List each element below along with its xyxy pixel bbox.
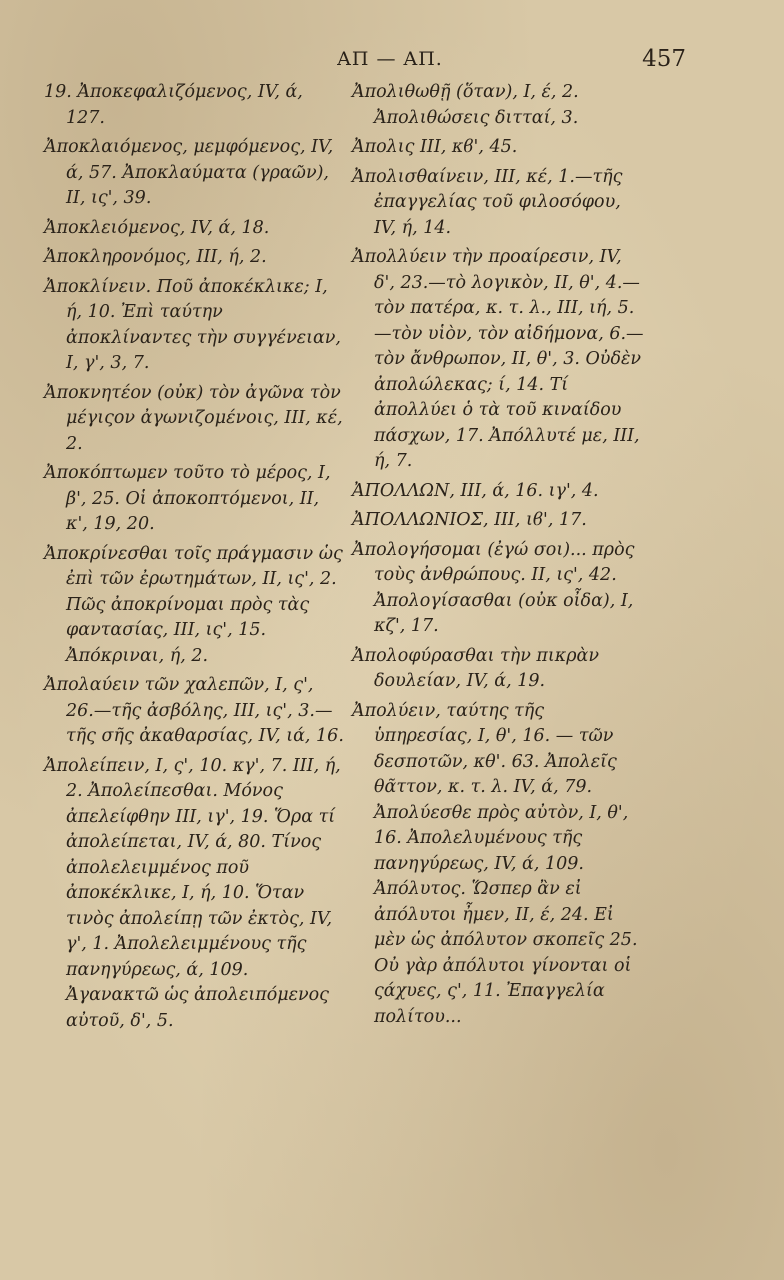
index-entry: Ἀπολαύειν τῶν χαλεπῶν, I, ς', 26.—τῆς ἀσβόλης, III, ις', 3.—τῆς σῆς ἀκαθαρσίας, IV, ιά, 16. xyxy=(44,675,344,746)
index-entry: Ἀπολισθαίνειν, III, κέ, 1.—τῆς ἐπαγγελίας τοῦ φιλοσόφου, IV, ή, 14. xyxy=(352,166,623,238)
index-entry: Ἀποκλίνειν. Ποῦ ἀποκέκλικε; I, ή, 10. Ἐπὶ ταύτην ἀποκλίναντες τὴν συγγένειαν, I, γ', 3, 7. xyxy=(44,276,341,373)
page-header xyxy=(40,48,740,80)
page-number: 457 xyxy=(642,46,686,72)
index-entry: Ἀποκνητέον (οὐκ) τὸν ἀγῶνα τὸν μέγιςον ἀγωνιζομένοις, III, κέ, 2. xyxy=(44,382,343,454)
index-entry: Ἀποκλαιόμενος, μεμφόμενος, IV, ά, 57. Ἀποκλαύματα (γραῶν), II, ις', 39. xyxy=(44,137,334,208)
index-entry: ἈΠΟΛΛΩΝΙΟΣ, III, ιϐ', 17. xyxy=(352,510,587,530)
index-entry: 19. Ἀποκεφαλιζόμενος, IV, ά, 127. xyxy=(44,82,303,128)
index-entry: Ἀπολογήσομαι (ἐγώ σοι)... πρὸς τοὺς ἀνθρώπους. II, ις', 42. Ἀπολογίσασθαι (οὐκ οἶδα), I, κζ', 17. xyxy=(352,539,635,636)
index-entry: Ἀπολοφύρασθαι τὴν πικρὰν δουλείαν, IV, ά, 19. xyxy=(352,645,599,691)
index-entry: Ἀποκρίνεσθαι τοῖς πράγμασιν ὡς ἐπὶ τῶν ἐρωτημάτων, II, ις', 2. Πῶς ἀποκρίνομαι πρὸς τὰς φαντασίας, III, ις', 15. Ἀπόκριναι, ή, 2. xyxy=(44,543,343,666)
index-entry: Ἀπολιθωθῇ (ὅταν), I, έ, 2. Ἀπολιθώσεις διτταί, 3. xyxy=(352,82,579,128)
running-head: ΑΠ — ΑΠ. xyxy=(337,48,443,70)
index-entry: Ἀποκλειόμενος, IV, ά, 18. xyxy=(44,217,270,238)
index-entry: Ἀποκόπτωμεν τοῦτο τὸ μέρος, I, β', 25. Οἱ ἀποκοπτόμενοι, II, κ', 19, 20. xyxy=(44,463,331,534)
index-entry: Ἀπολείπειν, I, ς', 10. κγ', 7. III, ή, 2. Ἀπολείπεσθαι. Μόνος ἀπελείφθην III, ιγ', 19. Ὅρα τί ἀπολείπεται, IV, ά, 80. Τίνος ἀπολελειμμένος ποῦ ἀποκέκλικε, I, ή, 10. Ὅταν τινὸς ἀπολείπῃ τῶν ἐκτὸς, IV, γ', 1. Ἀπολελειμμένους τῆς πανηγύρεως, ά, 109. Ἀγανακτῶ ὡς ἀπολειπόμενος αὐτοῦ, δ', 5. xyxy=(44,755,341,1031)
left-column xyxy=(44,80,344,1038)
index-entry: Ἀποκληρονόμος, III, ή, 2. xyxy=(44,247,267,267)
right-column xyxy=(352,80,646,1034)
index-entry: Ἀπολύειν, ταύτης τῆς ὑπηρεσίας, I, θ', 16. — τῶν δεσποτῶν, κθ'. 63. Ἀπολεῖς θᾶττον, κ. τ. λ. IV, ά, 79. Ἀπολύεσθε πρὸς αὐτὸν, I, θ', 16. Ἀπολελυμένους τῆς πανηγύρεως, IV, ά, 109. Ἀπόλυτος. Ὥσπερ ἂν εἰ ἀπόλυτοι ἦμεν, II, έ, 24. Εἰ μὲν ὡς ἀπόλυτον σκοπεῖς 25. Οὐ γὰρ ἀπόλυτοι γίνονται οἱ ςάχυες, ς', 11. Ἐπαγγελία πολίτου... xyxy=(352,700,638,1027)
index-entry: Ἀπολις III, κϐ', 45. xyxy=(352,137,518,157)
index-entry: Ἀπολλύειν τὴν προαίρεσιν, IV, δ', 23.—τὸ λογικὸν, II, θ', 4.—τὸν πατέρα, κ. τ. λ., III, ιή, 5.—τὸν υἱὸν, τὸν αἰδήμονα, 6.—τὸν ἄνθρωπον, II, θ', 3. Οὐδὲν ἀπολώλεκας; ί, 14. Τί ἀπολλύει ὁ τὰ τοῦ κιναίδου πάσχων, 17. Ἀπόλλυτέ με, III, ή, 7. xyxy=(352,247,644,471)
index-entry: ἈΠΟΛΛΩΝ, III, ά, 16. ιγ', 4. xyxy=(352,480,599,501)
